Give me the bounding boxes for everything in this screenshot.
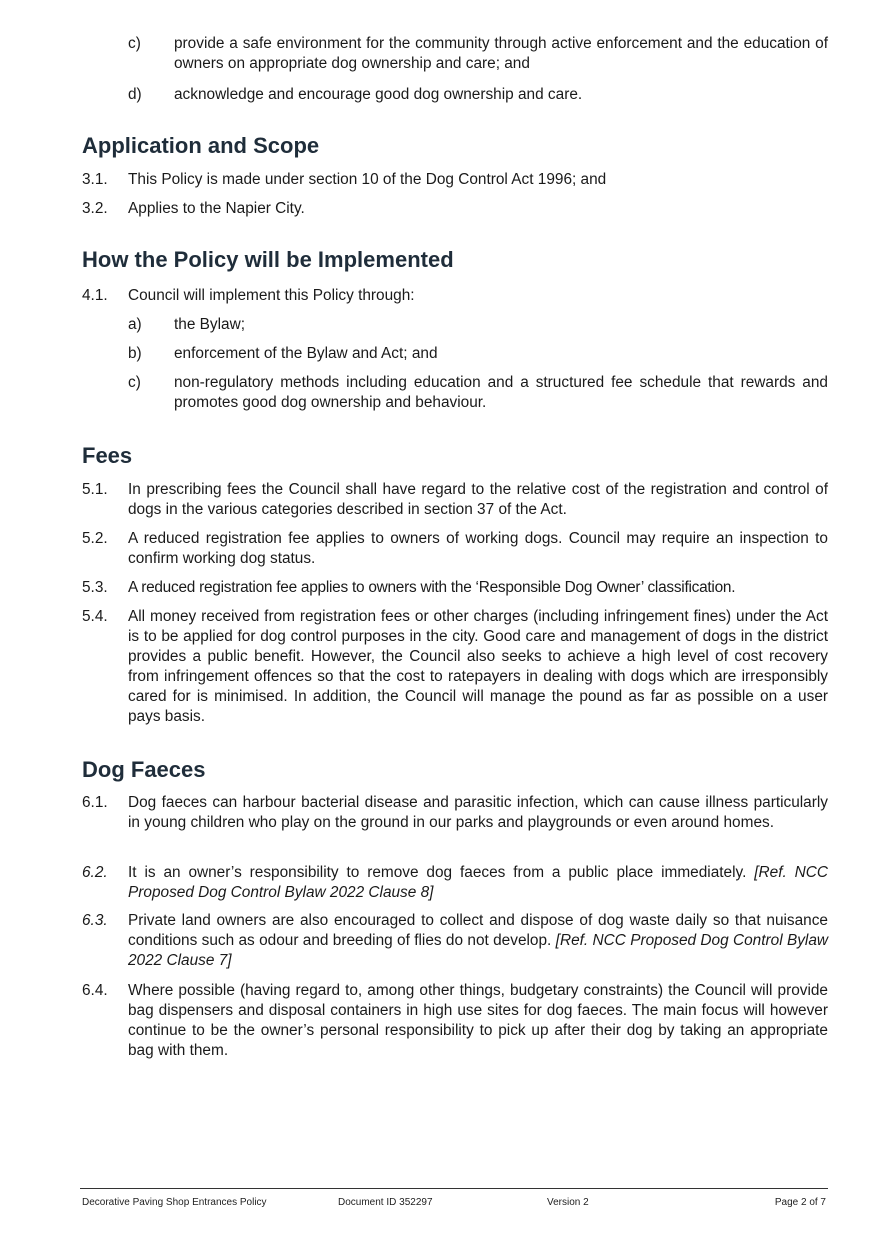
clause-number: 3.2.	[82, 200, 108, 217]
clause-text: A reduced registration fee applies to owners with the ‘Responsible Dog Owner’ classification.	[128, 579, 736, 596]
clause-number: 5.3.	[82, 579, 108, 596]
clause-text	[128, 793, 828, 833]
clause-number: 6.1.	[82, 794, 108, 811]
clause-number: 5.1.	[82, 481, 108, 498]
footer-document-title: Decorative Paving Shop Entrances Policy	[82, 1197, 267, 1208]
clause-number: 6.2.	[82, 864, 108, 881]
clause-text: All money received from registration fees or other charges (including infringement fines) under the Act is to be applied for dog control purposes in the city. Good care and management of dogs in the district provides a public benefit. However, the Council also seeks to achieve a high level of cost recovery from infringement offences so that the cost to ratepayers in dealing with dogs which are irresponsibly cared for is minimised. In addition, the Council will manage the pound as far as possible on a user pays basis.	[128, 608, 828, 725]
footer-version: Version 2	[547, 1197, 589, 1208]
clause-number: 6.4.	[82, 982, 108, 999]
clause-text: In prescribing fees the Council shall have regard to the relative cost of the registration and control of dogs in the various categories described in section 37 of the Act.	[128, 481, 828, 518]
clause-body: Private land owners are also encouraged to collect and dispose of dog waste daily so that nuisance conditions such as odour and breeding of flies do not develop.	[128, 912, 828, 949]
clause-body: It is an owner’s responsibility to remove dog faeces from a public place immediately.	[128, 864, 747, 881]
clause-text: This Policy is made under section 10 of the Dog Control Act 1996; and	[128, 171, 607, 188]
list-item-text: acknowledge and encourage good dog ownership and care.	[174, 86, 583, 103]
clause-reference: [Ref. NCC Proposed Dog Control Bylaw 2022 Clause 7]	[128, 932, 829, 969]
clause-number: 5.2.	[82, 530, 108, 547]
list-item-label: c)	[128, 35, 141, 52]
list-item-text: the Bylaw;	[174, 316, 246, 333]
clause-body: Where possible (having regard to, among other things, budgetary constraints) the Council will provide bag dispensers and disposal containers in high use sites for dog faeces. The main focus will however continue to be the owner’s personal responsibility to pick up after their dog by taking an appropriate bag with them.	[128, 982, 828, 1059]
clause-reference: [Ref. NCC Proposed Dog Control Bylaw 2022 Clause 8]	[128, 864, 828, 901]
clause-text	[128, 911, 828, 971]
section-heading-application: Application and Scope	[82, 133, 320, 158]
clause-number: 6.3.	[82, 912, 108, 929]
list-item-label: d)	[128, 86, 142, 103]
list-item-label: a)	[128, 316, 142, 333]
section-heading-dog-faeces: Dog Faeces	[82, 757, 206, 782]
clause-text	[128, 981, 828, 1061]
list-item-label: c)	[128, 374, 141, 391]
section-heading-implementation: How the Policy will be Implemented	[82, 247, 454, 272]
list-item-text: enforcement of the Bylaw and Act; and	[174, 345, 438, 362]
clause-number: 3.1.	[82, 171, 108, 188]
list-item-text: non-regulatory methods including education and a structured fee schedule that rewards and promotes good dog ownership and behaviour.	[174, 374, 828, 411]
footer-page-number: Page 2 of 7	[774, 1197, 826, 1208]
clause-text: Council will implement this Policy through:	[128, 287, 415, 304]
clause-text: A reduced registration fee applies to owners of working dogs. Council may require an inspection to confirm working dog status.	[128, 530, 828, 567]
section-heading-fees: Fees	[82, 443, 133, 468]
clause-number: 4.1.	[82, 287, 108, 304]
list-item-label: b)	[128, 345, 142, 362]
footer-document-id: Document ID 352297	[338, 1197, 433, 1208]
clause-text	[128, 863, 828, 903]
clause-text: Applies to the Napier City.	[128, 200, 305, 217]
clause-body: Dog faeces can harbour bacterial disease and parasitic infection, which can cause illness particularly in young children who play on the ground in our parks and playgrounds or even around homes.	[128, 794, 828, 831]
clause-number: 5.4.	[82, 608, 108, 625]
list-item-text: provide a safe environment for the community through active enforcement and the education of owners on appropriate dog ownership and care; and	[174, 35, 828, 72]
page-footer	[80, 1188, 828, 1208]
